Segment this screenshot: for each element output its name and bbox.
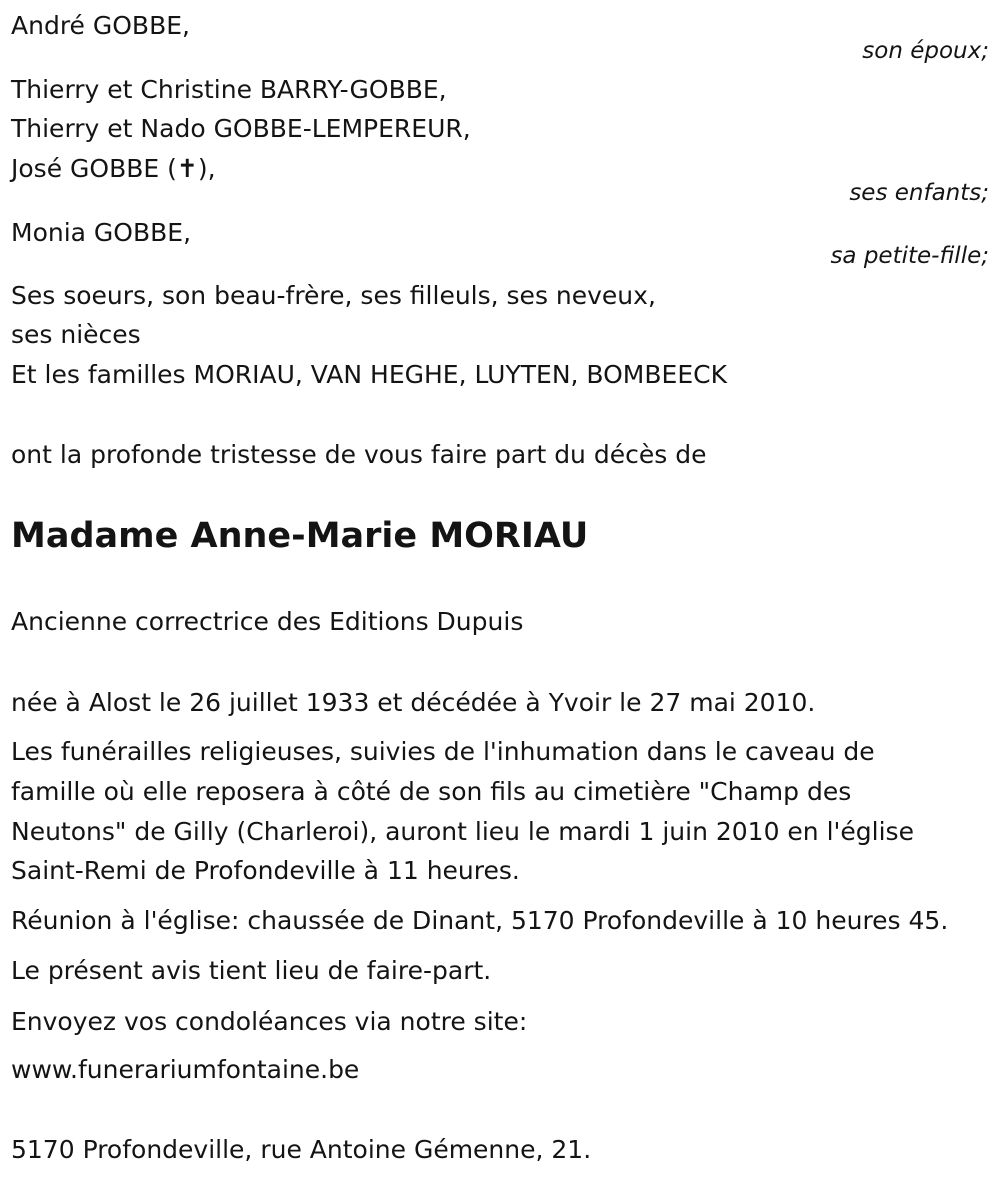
deceased-name: Madame Anne-Marie MORIAU — [11, 516, 589, 556]
meeting: Réunion à l'église: chaussée de Dinant, 5170 Profondeville à 10 heures 45. — [11, 906, 949, 935]
granddaughter-role: sa petite-fille; — [830, 243, 989, 269]
occupation: Ancienne correctrice des Editions Dupuis — [11, 607, 524, 636]
condolences: Envoyez vos condoléances via notre site: — [11, 1007, 528, 1036]
funeral-line-4: Saint-Remi de Profondeville à 11 heures. — [11, 856, 520, 885]
address: 5170 Profondeville, rue Antoine Gémenne, 21. — [11, 1135, 592, 1164]
announcement: ont la profonde tristesse de vous faire part du décès de — [11, 440, 707, 469]
child-3: José GOBBE (✝), — [11, 154, 216, 183]
website-link[interactable]: www.funerariumfontaine.be — [11, 1055, 360, 1084]
relatives-line-1: Ses soeurs, son beau-frère, ses filleuls, ses neveux, — [11, 281, 656, 310]
birth-death: née à Alost le 26 juillet 1933 et décédée à Yvoir le 27 mai 2010. — [11, 688, 816, 717]
funeral-line-1: Les funérailles religieuses, suivies de l'inhumation dans le caveau de — [11, 737, 875, 766]
relatives-line-2: ses nièces — [11, 320, 141, 349]
funeral-line-3: Neutons" de Gilly (Charleroi), auront lieu le mardi 1 juin 2010 en l'église — [11, 817, 914, 846]
child-1: Thierry et Christine BARRY-GOBBE, — [11, 75, 447, 104]
relatives-line-3: Et les familles MORIAU, VAN HEGHE, LUYTEN, BOMBEECK — [11, 360, 727, 389]
spouse-role: son époux; — [862, 38, 989, 64]
child-2: Thierry et Nado GOBBE-LEMPEREUR, — [11, 114, 471, 143]
granddaughter-name: Monia GOBBE, — [11, 218, 192, 247]
spouse-name: André GOBBE, — [11, 11, 190, 40]
notice: Le présent avis tient lieu de faire-part. — [11, 956, 492, 985]
funeral-line-2: famille où elle reposera à côté de son fils au cimetière "Champ des — [11, 777, 852, 806]
children-role: ses enfants; — [849, 180, 989, 206]
